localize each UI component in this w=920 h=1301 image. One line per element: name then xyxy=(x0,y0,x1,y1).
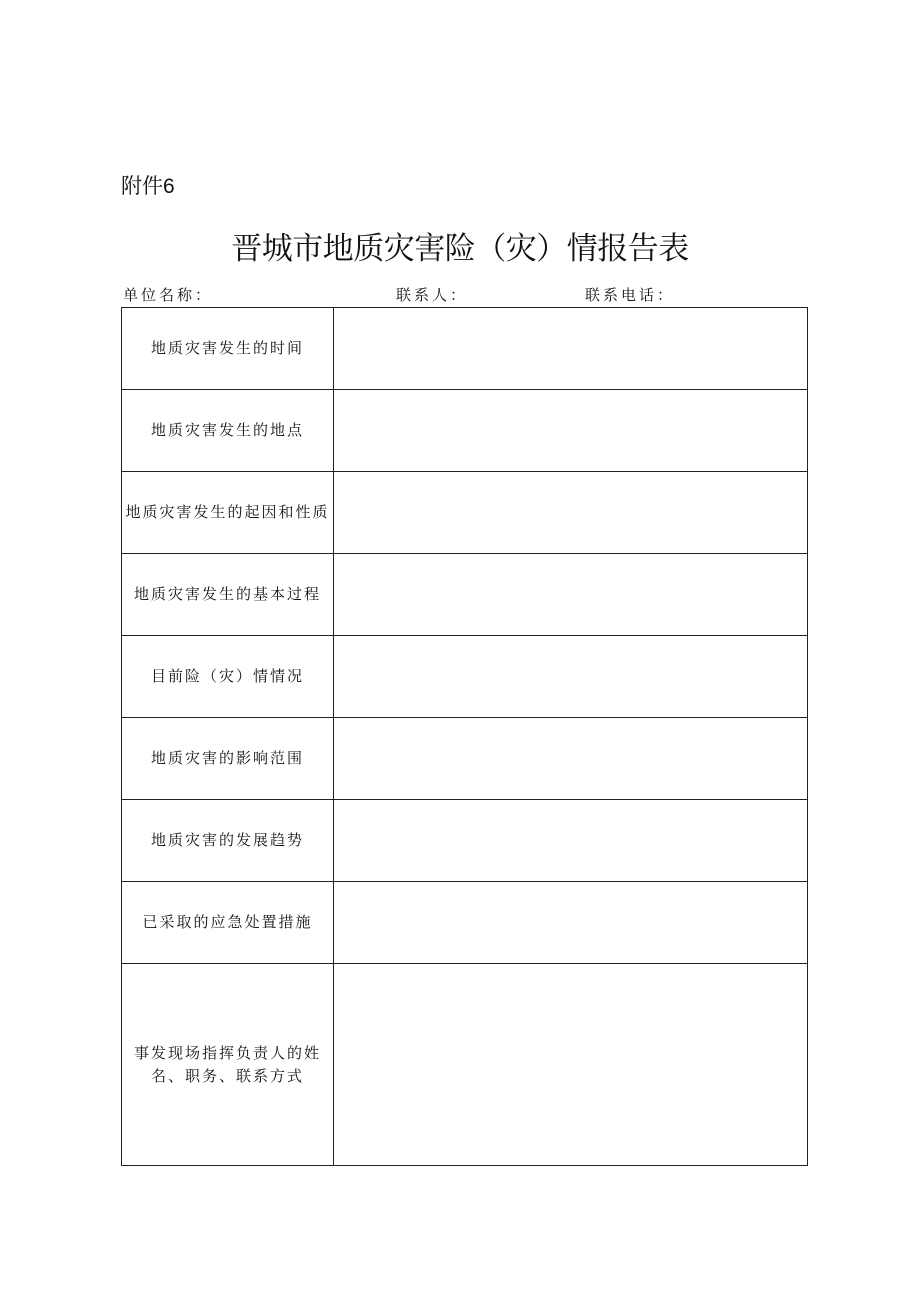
row-label-commander: 事发现场指挥负责人的姓名、职务、联系方式 xyxy=(122,964,334,1166)
table-row xyxy=(122,882,808,964)
document-title: 晋城市地质灾害险（灾）情报告表 xyxy=(231,231,689,267)
unit-name-label: 单位名称： xyxy=(123,286,214,304)
table-row xyxy=(122,964,808,1166)
row-label-time: 地质灾害发生的时间 xyxy=(122,308,334,390)
row-label-trend: 地质灾害的发展趋势 xyxy=(122,800,334,882)
table-row xyxy=(122,554,808,636)
report-table xyxy=(121,307,808,1166)
table-row xyxy=(122,472,808,554)
row-value-time[interactable] xyxy=(334,308,808,390)
contact-person-label: 联系人： xyxy=(396,286,469,304)
table-row xyxy=(122,390,808,472)
row-value-process[interactable] xyxy=(334,554,808,636)
row-value-cause[interactable] xyxy=(334,472,808,554)
table-row xyxy=(122,800,808,882)
row-label-impact-scope: 地质灾害的影响范围 xyxy=(122,718,334,800)
row-value-location[interactable] xyxy=(334,390,808,472)
row-value-trend[interactable] xyxy=(334,800,808,882)
contact-phone-label: 联系电话： xyxy=(585,286,676,304)
row-value-impact-scope[interactable] xyxy=(334,718,808,800)
row-label-current-situation: 目前险（灾）情情况 xyxy=(122,636,334,718)
row-label-measures: 已采取的应急处置措施 xyxy=(122,882,334,964)
row-value-measures[interactable] xyxy=(334,882,808,964)
row-value-current-situation[interactable] xyxy=(334,636,808,718)
table-row xyxy=(122,636,808,718)
row-label-process: 地质灾害发生的基本过程 xyxy=(122,554,334,636)
row-label-cause: 地质灾害发生的起因和性质 xyxy=(122,472,334,554)
table-row xyxy=(122,308,808,390)
attachment-label: 附件6 xyxy=(121,175,175,198)
row-label-location: 地质灾害发生的地点 xyxy=(122,390,334,472)
table-row xyxy=(122,718,808,800)
row-value-commander[interactable] xyxy=(334,964,808,1166)
